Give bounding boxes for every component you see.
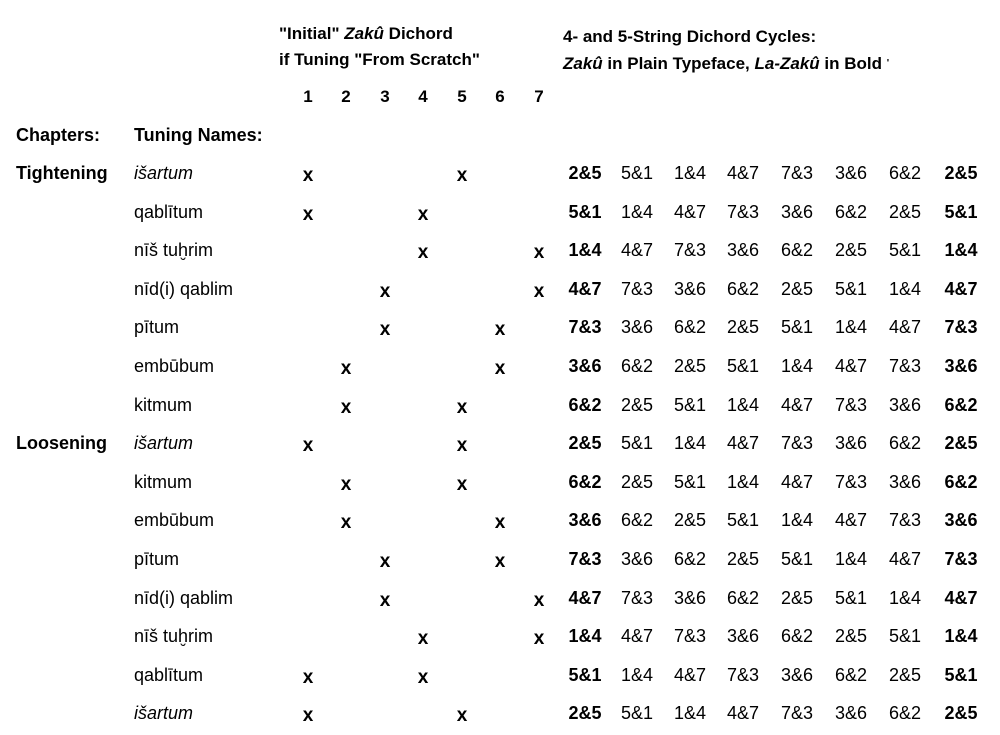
tuning-name: qablītum — [134, 664, 204, 685]
string-mark: x — [494, 358, 506, 379]
cycle-dichord: 4&7 — [620, 626, 654, 647]
cycle-dichord-bold: 3&6 — [944, 356, 978, 376]
cycle-dichord: 4&7 — [888, 317, 922, 338]
cycle-dichord: 5&1 — [888, 626, 922, 647]
string-mark: x — [302, 705, 314, 727]
cycle-dichord: 4&7 — [888, 549, 922, 569]
cycle-dichord: 4&7 — [780, 471, 814, 492]
cycle-dichord: 1&4 — [673, 433, 707, 454]
string-number-5: 5 — [457, 87, 467, 106]
cycle-dichord: 6&2 — [834, 201, 868, 222]
cycle-dichord: 1&4 — [834, 549, 868, 569]
string-number-2: 2 — [341, 87, 351, 106]
string-mark: x — [379, 319, 391, 341]
cycle-dichord-bold: 1&4 — [944, 626, 978, 647]
cycle-dichord-bold: 7&3 — [944, 317, 978, 338]
cycle-dichord: 3&6 — [780, 664, 814, 685]
initial-header-part-c: Dichord — [383, 24, 453, 43]
cycle-dichord: 3&6 — [834, 703, 868, 724]
cycle-dichord: 2&5 — [780, 278, 814, 299]
initial-header-zaku: Zakû — [344, 24, 384, 43]
string-mark: x — [302, 165, 314, 186]
cycle-dichord-bold: 7&3 — [568, 549, 602, 569]
string-number-6: 6 — [495, 87, 505, 106]
string-mark: x — [494, 512, 506, 534]
chapter-label: Loosening — [16, 433, 107, 454]
cycle-dichord: 2&5 — [888, 664, 922, 685]
cycle-dichord: 2&5 — [726, 317, 760, 338]
cycle-dichord: 7&3 — [726, 201, 760, 222]
cycle-dichord: 5&1 — [834, 587, 868, 608]
cycle-dichord: 3&6 — [726, 626, 760, 647]
cycle-dichord-bold: 2&5 — [568, 703, 602, 724]
cycle-dichord: 6&2 — [888, 703, 922, 724]
cycle-dichord-bold: 3&6 — [944, 510, 978, 531]
cycle-dichord: 6&2 — [780, 626, 814, 647]
cycle-dichord: 3&6 — [620, 549, 654, 569]
string-mark: x — [417, 203, 429, 225]
cycle-dichord: 3&6 — [673, 278, 707, 299]
cycle-dichord: 4&7 — [834, 356, 868, 376]
cycle-dichord-bold: 7&3 — [568, 317, 602, 338]
cycle-dichord: 7&3 — [780, 703, 814, 724]
cycle-dichord: 3&6 — [780, 201, 814, 222]
cycle-dichord: 7&3 — [780, 163, 814, 183]
cycle-dichord-bold: 6&2 — [568, 471, 602, 492]
cycle-dichord: 7&3 — [673, 626, 707, 647]
cycle-dichord-bold: 6&2 — [944, 471, 978, 492]
string-mark: x — [340, 396, 352, 418]
cycle-dichord: 3&6 — [620, 317, 654, 338]
cycle-dichord: 4&7 — [673, 664, 707, 685]
cycle-dichord: 5&1 — [620, 703, 654, 724]
cycle-dichord-bold: 1&4 — [568, 626, 602, 647]
string-number-7: 7 — [534, 87, 544, 106]
string-mark: x — [379, 280, 391, 302]
dichord-cycles-header: 4- and 5-String Dichord Cycles: — [563, 27, 817, 46]
cycle-dichord-bold: 5&1 — [944, 664, 978, 685]
cycle-dichord: 1&4 — [888, 587, 922, 608]
string-mark: x — [379, 589, 391, 611]
tuning-name: nīš tuḫrim — [134, 240, 214, 261]
cycle-dichord: 5&1 — [620, 163, 654, 183]
tuning-name: išartum — [134, 433, 194, 454]
cycle-dichord: 1&4 — [780, 510, 814, 531]
chapter-label: Tightening — [16, 163, 108, 183]
cycle-dichord-bold: 6&2 — [568, 394, 602, 415]
cycle-dichord: 4&7 — [726, 433, 760, 454]
cycle-dichord: 4&7 — [726, 163, 760, 183]
cycle-dichord-bold: 2&5 — [568, 163, 602, 183]
cycle-dichord: 6&2 — [620, 356, 654, 376]
cycle-dichord: 1&4 — [726, 394, 760, 415]
tuning-name: nīd(i) qablim — [134, 587, 234, 608]
cycle-dichord: 3&6 — [888, 471, 922, 492]
cycle-dichord-bold: 5&1 — [944, 201, 978, 222]
string-mark: x — [417, 666, 429, 688]
tuning-name: pītum — [134, 317, 180, 338]
string-mark: x — [494, 319, 506, 341]
cycle-dichord: 4&7 — [726, 703, 760, 724]
cycle-dichord: 6&2 — [726, 278, 760, 299]
cycle-dichord: 2&5 — [673, 510, 707, 531]
string-mark: x — [302, 203, 314, 225]
cycle-dichord-bold: 2&5 — [944, 433, 978, 454]
string-mark: x — [533, 628, 545, 650]
cycle-dichord: 6&2 — [726, 587, 760, 608]
cycle-dichord: 6&2 — [888, 433, 922, 454]
cycle-dichord: 3&6 — [673, 587, 707, 608]
cycle-dichord: 1&4 — [726, 471, 760, 492]
cycle-dichord: 5&1 — [620, 433, 654, 454]
initial-dichord-header — [279, 21, 453, 47]
string-mark: x — [456, 396, 468, 418]
string-mark: x — [456, 435, 468, 457]
cycle-dichord: 7&3 — [888, 510, 922, 531]
string-mark: x — [456, 473, 468, 495]
cycle-dichord: 7&3 — [673, 240, 707, 261]
cycle-dichord: 3&6 — [834, 163, 868, 183]
cycle-dichord-bold: 3&6 — [568, 356, 602, 376]
cycle-dichord: 1&4 — [834, 317, 868, 338]
cycle-dichord-bold: 7&3 — [944, 549, 978, 569]
cycle-dichord: 1&4 — [673, 703, 707, 724]
legend-mark: ' — [886, 58, 890, 69]
cycle-dichord-bold: 4&7 — [568, 587, 602, 608]
string-mark: x — [340, 358, 352, 379]
cycle-dichord: 7&3 — [620, 587, 654, 608]
cycle-dichord-bold: 2&5 — [568, 433, 602, 454]
cycle-dichord: 2&5 — [620, 394, 654, 415]
tuning-name: qablītum — [134, 201, 204, 222]
typeface-legend-header — [563, 51, 889, 77]
cycle-dichord: 2&5 — [620, 471, 654, 492]
string-mark: x — [533, 242, 545, 264]
cycle-dichord-bold: 1&4 — [568, 240, 602, 261]
string-number-4: 4 — [418, 87, 428, 106]
string-mark: x — [533, 589, 545, 611]
cycle-dichord-bold: 6&2 — [944, 394, 978, 415]
legend-zaku: Zakû — [563, 54, 603, 73]
cycle-dichord-bold: 2&5 — [944, 703, 978, 724]
cycle-dichord-bold: 4&7 — [944, 587, 978, 608]
cycle-dichord: 1&4 — [673, 163, 707, 183]
legend-plain-text: in Plain Typeface, — [602, 54, 755, 73]
string-number-3: 3 — [380, 87, 390, 106]
cycle-dichord: 7&3 — [834, 394, 868, 415]
string-mark: x — [417, 628, 429, 650]
cycle-dichord: 4&7 — [780, 394, 814, 415]
legend-la-zaku: La-Zakû — [754, 54, 820, 73]
cycle-dichord: 2&5 — [834, 626, 868, 647]
cycle-dichord: 4&7 — [834, 510, 868, 531]
tuning-name: embūbum — [134, 510, 215, 531]
string-mark: x — [340, 473, 352, 495]
string-mark: x — [533, 280, 545, 302]
cycle-dichord: 5&1 — [726, 356, 760, 376]
string-mark: x — [456, 165, 468, 186]
string-mark: x — [494, 551, 506, 572]
tuning-name: kitmum — [134, 394, 192, 415]
cycle-dichord-bold: 4&7 — [944, 278, 978, 299]
tuning-name: pītum — [134, 549, 180, 569]
cycle-dichord-bold: 1&4 — [944, 240, 978, 261]
string-mark: x — [302, 435, 314, 457]
cycle-dichord: 5&1 — [780, 317, 814, 338]
cycle-dichord: 6&2 — [780, 240, 814, 261]
tuning-name: embūbum — [134, 356, 215, 376]
cycle-dichord: 1&4 — [780, 356, 814, 376]
cycle-dichord: 4&7 — [620, 240, 654, 261]
cycle-dichord: 5&1 — [888, 240, 922, 261]
cycle-dichord: 5&1 — [834, 278, 868, 299]
cycle-dichord: 2&5 — [673, 356, 707, 376]
cycle-dichord: 7&3 — [780, 433, 814, 454]
legend-bold-text: in Bold — [819, 54, 887, 73]
string-mark: x — [379, 551, 391, 572]
tuning-name: išartum — [134, 703, 194, 724]
cycle-dichord: 6&2 — [620, 510, 654, 531]
cycle-dichord: 3&6 — [726, 240, 760, 261]
cycle-dichord: 5&1 — [673, 394, 707, 415]
string-number-1: 1 — [303, 87, 313, 106]
tuning-name: išartum — [134, 163, 194, 183]
cycle-dichord: 2&5 — [780, 587, 814, 608]
cycle-dichord: 5&1 — [726, 510, 760, 531]
tuning-names-column-label: Tuning Names: — [134, 125, 263, 145]
string-mark: x — [417, 242, 429, 264]
tuning-from-scratch-header: if Tuning "From Scratch" — [279, 50, 480, 69]
cycle-dichord: 6&2 — [673, 317, 707, 338]
cycle-dichord-bold: 4&7 — [568, 278, 602, 299]
cycle-dichord: 3&6 — [888, 394, 922, 415]
cycle-dichord: 6&2 — [673, 549, 707, 569]
cycle-dichord: 1&4 — [888, 278, 922, 299]
cycle-dichord: 6&2 — [888, 163, 922, 183]
tuning-name: kitmum — [134, 471, 192, 492]
cycle-dichord: 5&1 — [673, 471, 707, 492]
string-mark: x — [456, 705, 468, 727]
cycle-dichord: 7&3 — [726, 664, 760, 685]
tuning-name: nīš tuḫrim — [134, 626, 214, 647]
cycle-dichord: 6&2 — [834, 664, 868, 685]
cycle-dichord: 7&3 — [888, 356, 922, 376]
cycle-dichord: 3&6 — [834, 433, 868, 454]
cycle-dichord: 4&7 — [673, 201, 707, 222]
cycle-dichord: 1&4 — [620, 664, 654, 685]
initial-header-part-a: "Initial" — [279, 24, 345, 43]
cycle-dichord-bold: 3&6 — [568, 510, 602, 531]
cycle-dichord: 7&3 — [620, 278, 654, 299]
cycle-dichord-bold: 2&5 — [944, 163, 978, 183]
cycle-dichord: 2&5 — [888, 201, 922, 222]
cycle-dichord-bold: 5&1 — [568, 201, 602, 222]
string-mark: x — [302, 666, 314, 688]
cycle-dichord: 2&5 — [834, 240, 868, 261]
chapters-column-label: Chapters: — [16, 125, 101, 145]
cycle-dichord: 1&4 — [620, 201, 654, 222]
cycle-dichord-bold: 5&1 — [568, 664, 602, 685]
cycle-dichord: 2&5 — [726, 549, 760, 569]
string-mark: x — [340, 512, 352, 534]
cycle-dichord: 7&3 — [834, 471, 868, 492]
cycle-dichord: 5&1 — [780, 549, 814, 569]
tuning-name: nīd(i) qablim — [134, 278, 234, 299]
